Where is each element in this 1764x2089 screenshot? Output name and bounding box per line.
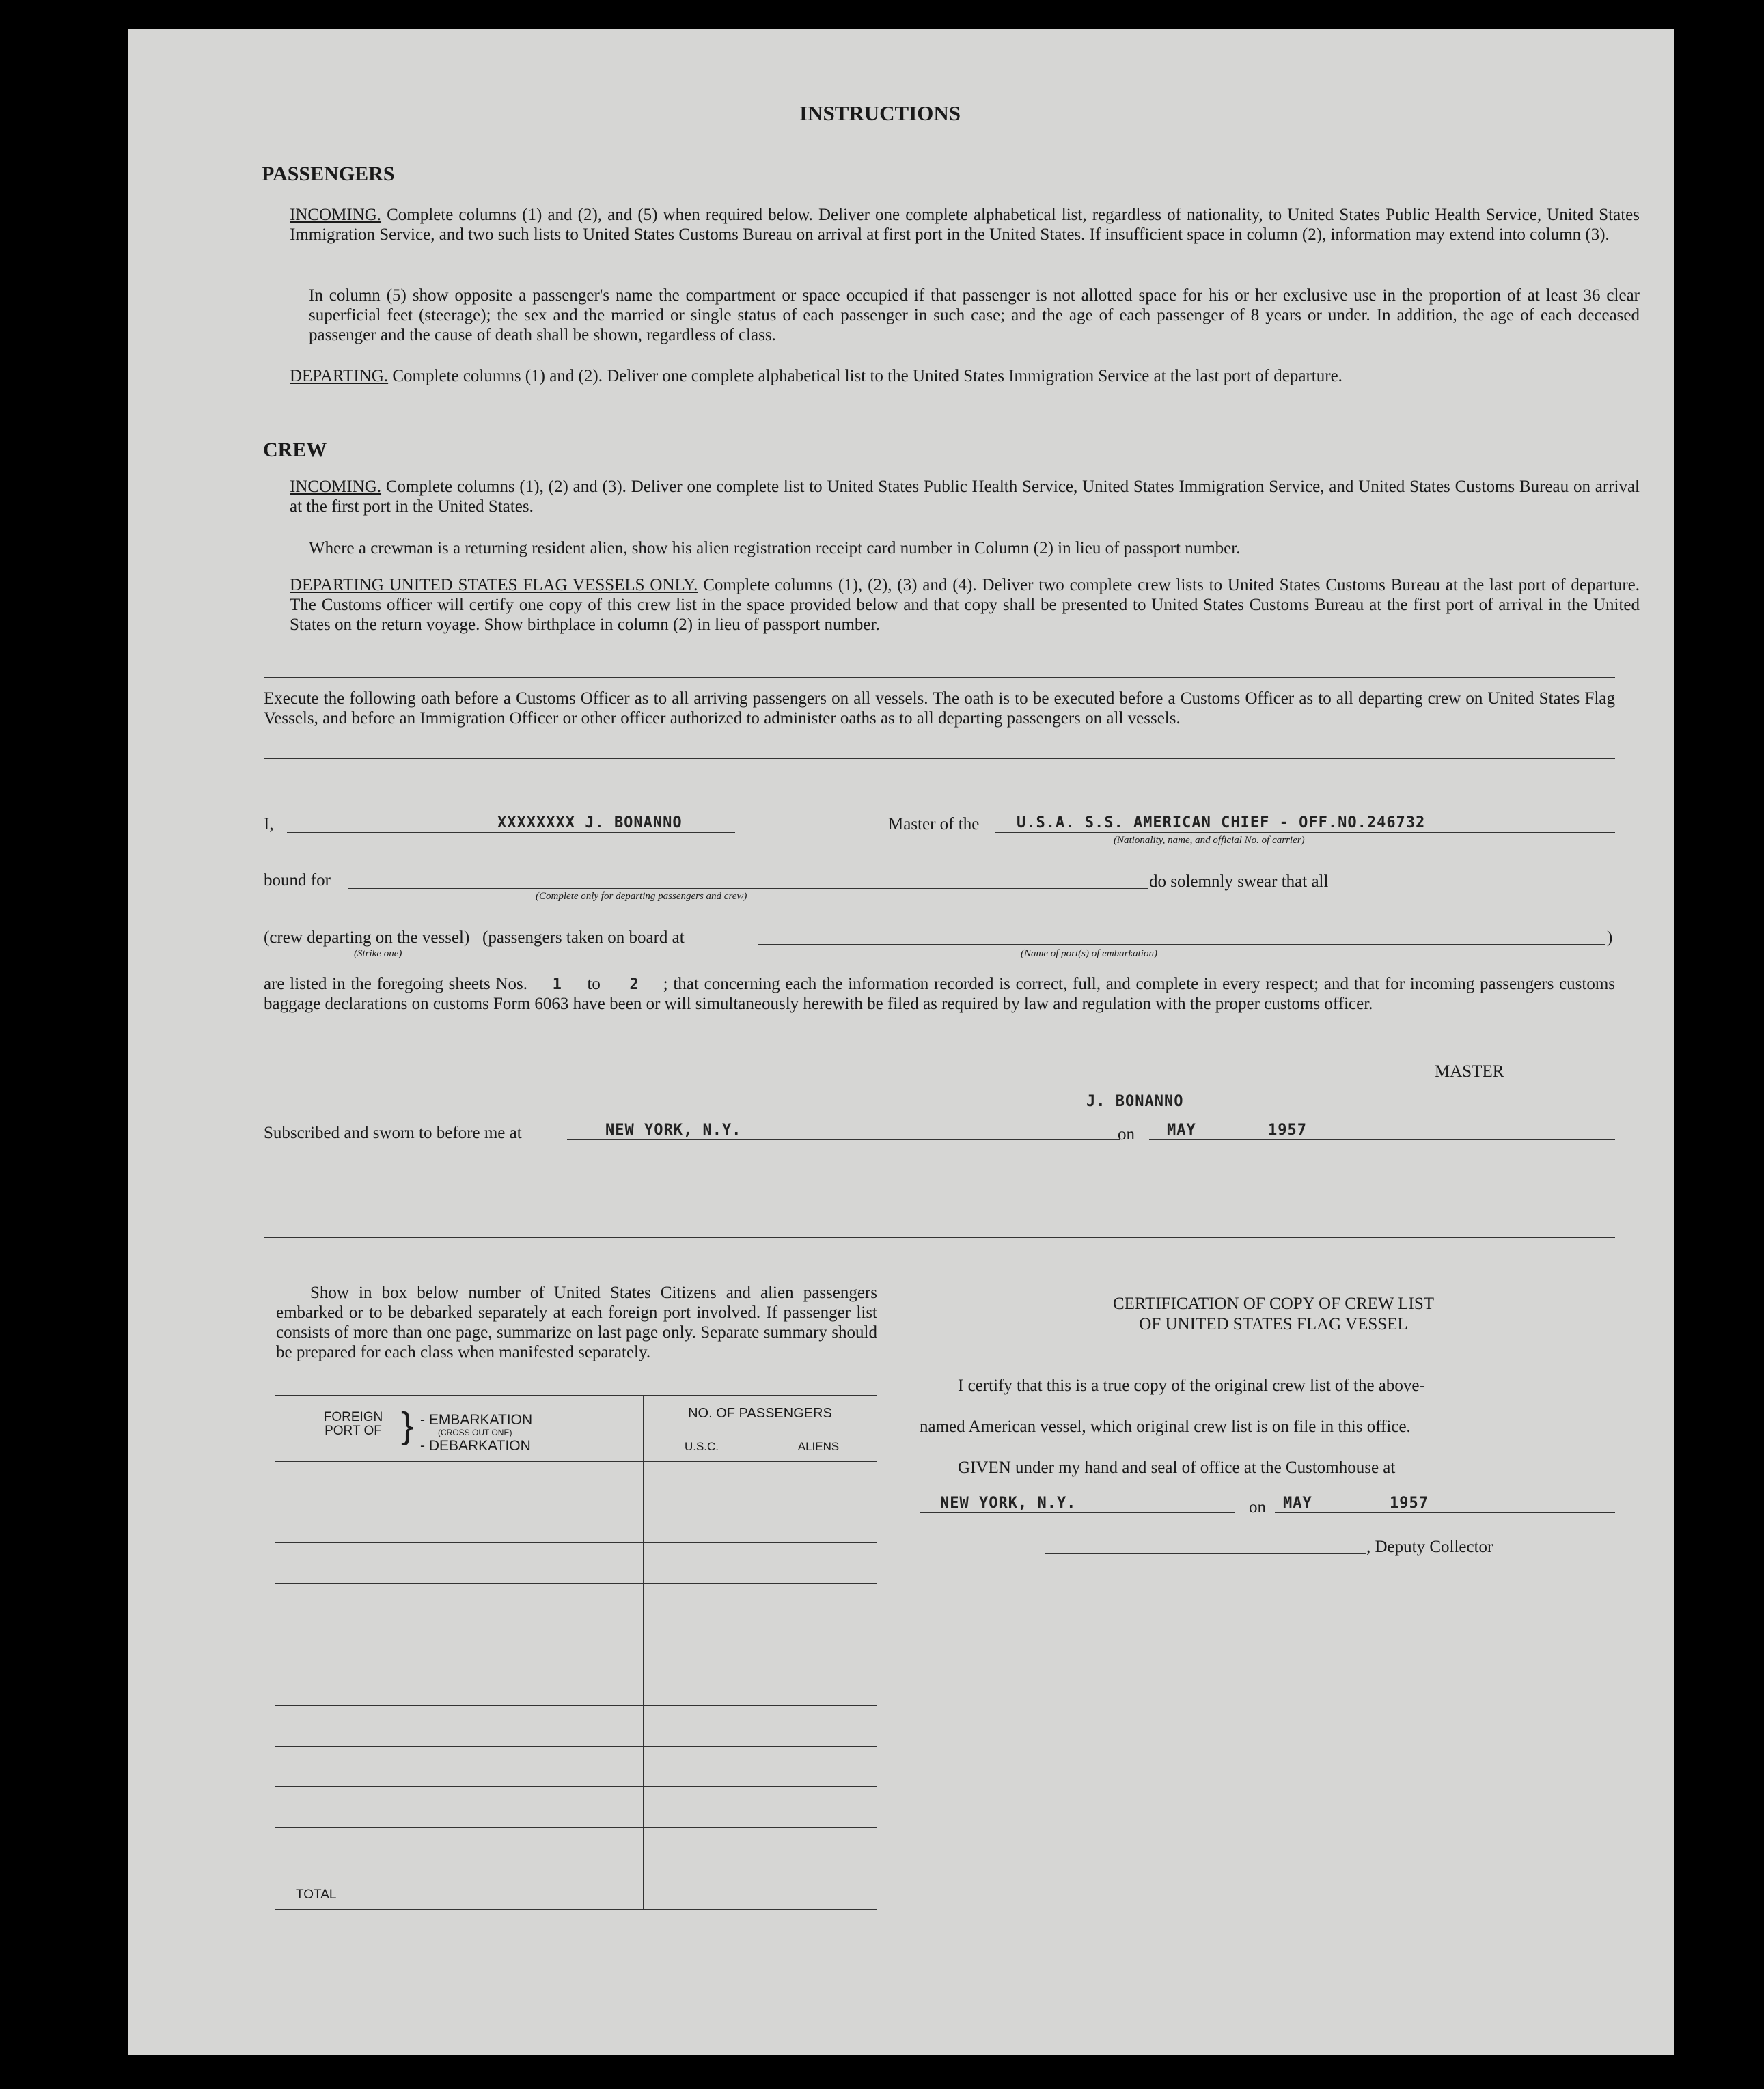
bound-for-line <box>348 888 1148 889</box>
brace-icon: } <box>401 1405 414 1446</box>
usc-cell <box>644 1502 760 1543</box>
carrier-caption: (Nationality, name, and official No. of carrier) <box>1114 835 1305 846</box>
aliens-total-cell <box>760 1868 877 1910</box>
certify-line1: I certify that this is a true copy of the original crew list of the above- <box>958 1376 1425 1395</box>
certification-title-line1: CERTIFICATION OF COPY OF CREW LIST <box>1112 1295 1435 1313</box>
aliens-cell <box>760 1542 877 1583</box>
certification-title-line2: OF UNITED STATES FLAG VESSEL <box>1139 1315 1408 1333</box>
port-cell <box>275 1746 644 1787</box>
aliens-cell <box>760 1461 877 1502</box>
cert-month: MAY <box>1283 1495 1312 1512</box>
crew-departing-label: DEPARTING UNITED STATES FLAG VESSELS ONLY. <box>290 576 698 594</box>
port-cell <box>275 1665 644 1706</box>
ports-caption: (Name of port(s) of embarkation) <box>1021 948 1157 959</box>
port-cell <box>275 1583 644 1624</box>
sheet-to: 2 <box>606 978 663 993</box>
usc-cell <box>644 1542 760 1583</box>
foreign-port-header <box>275 1396 644 1462</box>
crew-departing-text: Complete columns (1), (2), (3) and (4). Deliver two complete crew lists to United States Customs Bureau at the last port of departure. The Customs officer will certify one copy of this crew list in the space provided below and that copy shall be presented to United States Customs Bureau at the first port of arrival in the United States on the return voyage. Show birthplace in column (2) in lieu of passport number. <box>290 576 1640 634</box>
sworn-place-line <box>567 1139 1120 1140</box>
port-cell <box>275 1706 644 1747</box>
deputy-collector-label: , Deputy Collector <box>1366 1538 1493 1556</box>
sheets-paragraph <box>264 974 1615 1014</box>
passengers-departing-text: Complete columns (1) and (2). Deliver one complete alphabetical list to the United States Immigration Service at the last port of departure. <box>392 367 1342 385</box>
section-divider <box>264 674 1615 678</box>
passengers-column5-paragraph: In column (5) show opposite a passenger's name the compartment or space occupied if that passenger is not allotted space for his or her exclusive use in the proportion of at least 36 clear superficial feet (steerage); the sex and the married or single status of each passenger in such case; and the age of each passenger of 8 years or under. In addition, the age of each deceased passenger and the cause of death shall be shown, regardless of class. <box>309 286 1640 344</box>
certify-line2: named American vessel, which original crew list is on file in this office. <box>920 1417 1411 1436</box>
passengers-departing-label: DEPARTING. <box>290 367 389 385</box>
embarkation-label: - EMBARKATION <box>420 1412 533 1428</box>
cross-out-label: (CROSS OUT ONE) <box>438 1428 512 1437</box>
sworn-place: NEW YORK, N.Y. <box>605 1122 742 1139</box>
master-name-line <box>287 832 735 833</box>
page-title: INSTRUCTIONS <box>799 101 961 125</box>
sworn-date-line <box>1149 1139 1615 1140</box>
usc-cell <box>644 1746 760 1787</box>
listed-prefix: are listed in the foregoing sheets Nos. <box>264 975 527 993</box>
cert-on-label: on <box>1249 1498 1266 1517</box>
debarkation-label: - DEBARKATION <box>420 1438 531 1454</box>
to-label: to <box>587 975 601 993</box>
section-divider <box>264 1234 1615 1238</box>
given-text: GIVEN under my hand and seal of office at the Customhouse at <box>958 1458 1396 1477</box>
passenger-summary-table <box>275 1395 877 1910</box>
master-label: MASTER <box>1435 1062 1504 1081</box>
swear-label: do solemnly swear that all <box>1149 872 1329 891</box>
total-label: TOTAL <box>275 1868 644 1910</box>
usc-cell <box>644 1827 760 1868</box>
sworn-on-label: on <box>1118 1125 1135 1144</box>
oath-i-label: I, <box>264 815 274 833</box>
port-cell <box>275 1624 644 1665</box>
passengers-incoming-paragraph <box>290 205 1640 245</box>
usc-cell <box>644 1787 760 1828</box>
port-cell <box>275 1502 644 1543</box>
bound-for-label: bound for <box>264 871 331 889</box>
crew-heading: CREW <box>263 439 327 461</box>
aliens-header: ALIENS <box>760 1433 877 1461</box>
usc-cell <box>644 1624 760 1665</box>
port-cell <box>275 1542 644 1583</box>
close-paren: ) <box>1607 928 1613 947</box>
passengers-taken-option: (passengers taken on board at <box>482 928 685 947</box>
master-signature: J. BONANNO <box>1086 1093 1184 1110</box>
aliens-cell <box>760 1624 877 1665</box>
bound-for-caption: (Complete only for departing passengers and crew) <box>536 891 747 902</box>
sworn-month: MAY <box>1167 1122 1196 1139</box>
certification-title <box>932 1294 1615 1335</box>
sheet-from: 1 <box>533 978 582 993</box>
port-cell <box>275 1827 644 1868</box>
crew-incoming-label: INCOMING. <box>290 478 382 496</box>
carrier: U.S.A. S.S. AMERICAN CHIEF - OFF.NO.246732 <box>1017 814 1426 831</box>
no-passengers-header: NO. OF PASSENGERS <box>644 1396 877 1433</box>
summary-instructions: Show in box below number of United States Citizens and alien passengers embarked or to be debarked separately at each foreign port involved. If passenger list consists of more than one page, summarize on last page only. Separate summary should be prepared for each class when manifested separately. <box>276 1284 877 1361</box>
ports-line <box>758 944 1605 945</box>
crew-departing-paragraph <box>290 575 1640 635</box>
passengers-departing-paragraph <box>290 366 1640 386</box>
carrier-line <box>995 832 1615 833</box>
usc-cell <box>644 1583 760 1624</box>
passengers-incoming-text: Complete columns (1) and (2), and (5) when required below. Deliver one complete alphabetical list, regardless of nationality, to United States Public Health Service, United States Immigration Service, and two such lists to United States Customs Bureau on arrival at first port in the United States. If insufficient space in column (2), information may extend into column (3). <box>290 206 1640 244</box>
strike-one-caption: (Strike one) <box>354 948 402 959</box>
oath-instructions: Execute the following oath before a Customs Officer as to all arriving passengers on all vessels. The oath is to be executed before a Customs Officer as to all departing crew on United States Flag Vessels, and before an Immigration Officer or other officer authorized to administer oaths as to all departing passengers on all vessels. <box>264 689 1615 728</box>
master-of-label: Master of the <box>888 815 980 833</box>
crew-incoming-paragraph <box>290 477 1640 516</box>
aliens-cell <box>760 1665 877 1706</box>
sworn-year: 1957 <box>1268 1122 1307 1139</box>
listed-suffix: ; that concerning each the information recorded is correct, full, and complete in every respect; and that for incoming passengers customs baggage declarations on customs Form 6063 have been or will simultaneously herewith be filed as required by law and regulation with the proper customs officer. <box>264 975 1615 1013</box>
port-cell <box>275 1461 644 1502</box>
aliens-cell <box>760 1827 877 1868</box>
aliens-cell <box>760 1787 877 1828</box>
master-name: XXXXXXXX J. BONANNO <box>497 814 683 831</box>
crew-departing-option: (crew departing on the vessel) <box>264 928 470 947</box>
aliens-cell <box>760 1583 877 1624</box>
cert-year: 1957 <box>1390 1495 1429 1512</box>
aliens-cell <box>760 1746 877 1787</box>
aliens-cell <box>760 1706 877 1747</box>
form-page <box>128 29 1674 2055</box>
foreign-port-label: FOREIGN PORT OF <box>323 1410 383 1438</box>
passengers-incoming-label: INCOMING. <box>290 206 382 224</box>
usc-total-cell <box>644 1868 760 1910</box>
usc-cell <box>644 1461 760 1502</box>
passengers-heading: PASSENGERS <box>262 163 395 185</box>
deputy-signature-line <box>1045 1553 1366 1554</box>
usc-cell <box>644 1706 760 1747</box>
cert-place: NEW YORK, N.Y. <box>940 1495 1077 1512</box>
aliens-cell <box>760 1502 877 1543</box>
usc-cell <box>644 1665 760 1706</box>
port-cell <box>275 1787 644 1828</box>
usc-header: U.S.C. <box>644 1433 760 1461</box>
crew-incoming-text: Complete columns (1), (2) and (3). Deliver one complete list to United States Public Health Service, United States Immigration Service, and United States Customs Bureau on arrival at the first port in the United States. <box>290 478 1640 516</box>
section-divider <box>264 758 1615 762</box>
cert-place-line <box>920 1512 1235 1513</box>
subscribed-label: Subscribed and sworn to before me at <box>264 1124 522 1142</box>
cert-date-line <box>1275 1512 1615 1513</box>
crew-resident-paragraph: Where a crewman is a returning resident alien, show his alien registration receipt card number in Column (2) in lieu of passport number. <box>309 539 1241 557</box>
